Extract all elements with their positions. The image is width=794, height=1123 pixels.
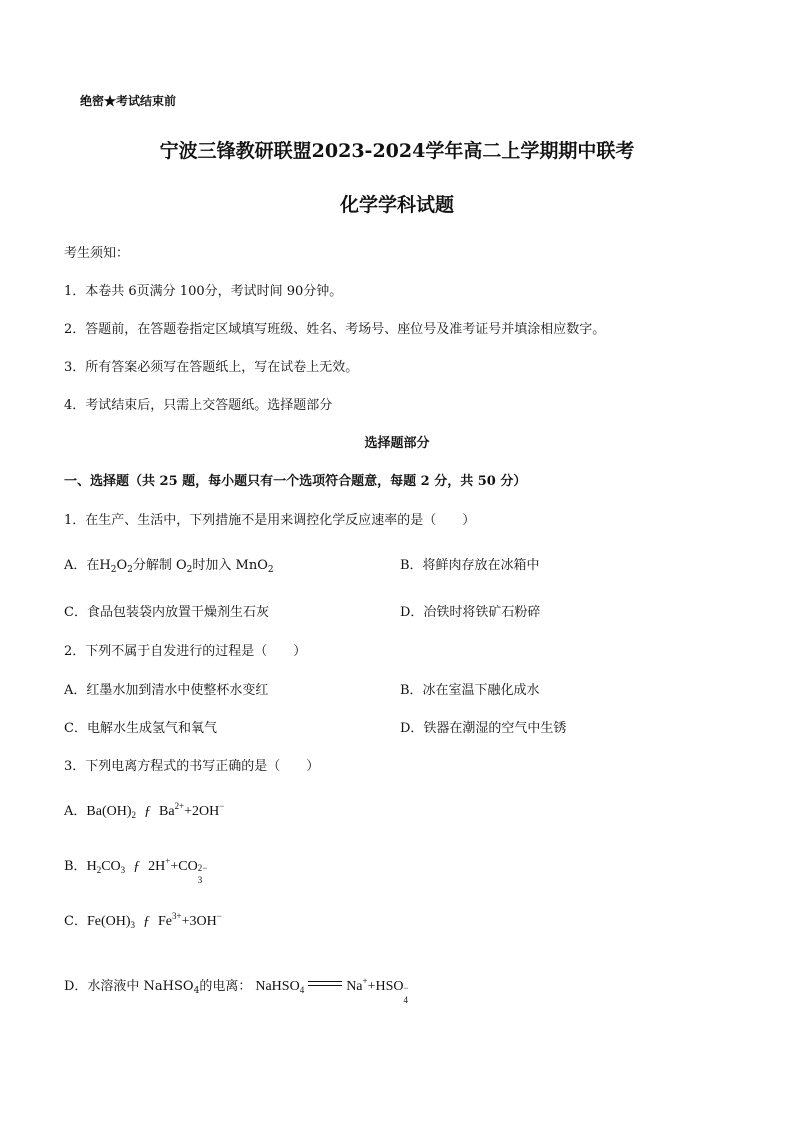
notice-item-4: 4．考试结束后，只需上交答题纸。选择题部分 bbox=[64, 398, 333, 413]
question-2-option-a: A．红墨水加到清水中使整杯水变红 bbox=[64, 683, 269, 698]
question-1-stem: 1．在生产、生活中，下列措施不是用来调控化学反应速率的是（ ） bbox=[64, 513, 476, 528]
question-3-option-c: C．$Fe(OH)_3$ ƒ $Fe^{3+}+3OH^-$ bbox=[64, 911, 222, 930]
notice-item-3: 3．所有答案必须写在答题纸上，写在试卷上无效。 bbox=[64, 360, 359, 375]
confidential-label: 绝密★考试结束前 bbox=[80, 94, 177, 108]
equals-arrow-icon bbox=[308, 981, 342, 986]
question-2-stem: 2．下列不属于自发进行的过程是（ ） bbox=[64, 644, 307, 659]
subject-title: 化学学科试题 bbox=[339, 194, 454, 216]
question-3-option-d: D．水溶液中 NaHSO$_4$的电离： NaHSO$_4$ Na++HSO − 4 bbox=[64, 976, 409, 1005]
question-2-option-b: B．冰在室温下融化成水 bbox=[400, 683, 540, 698]
reversible-arrow-icon: ƒ bbox=[144, 804, 151, 819]
question-3-option-a: A．$Ba(OH)_2$ ƒ $Ba^{2+}+2OH^-$ bbox=[64, 801, 225, 820]
question-1-option-a: A．在$H_2O_2$分解制 $O_2$时加入 MnO$_2$ bbox=[64, 558, 274, 575]
notice-heading: 考生须知： bbox=[64, 246, 130, 261]
exam-title: 宁波三锋教研联盟2023-2024学年高二上学期期中联考 bbox=[159, 140, 635, 162]
question-1-option-b: B．将鲜肉存放在冰箱中 bbox=[400, 558, 540, 573]
notice-item-2: 2．答题前，在答题卷指定区域填写班级、姓名、考场号、座位号及准考证号并填涂相应数字。 bbox=[64, 322, 606, 337]
notice-item-1: 1．本卷共 6页满分 100分，考试时间 90分钟。 bbox=[64, 284, 343, 299]
question-3-option-b: B．$H_2CO_3$ ƒ 2H++CO 2− 3 bbox=[64, 856, 208, 885]
question-3-stem: 3．下列电离方程式的书写正确的是（ ） bbox=[64, 759, 320, 774]
question-1-option-d: D．冶铁时将铁矿石粉碎 bbox=[400, 605, 541, 620]
reversible-arrow-icon: ƒ bbox=[133, 859, 141, 874]
question-1-option-c: C．食品包装袋内放置干燥剂生石灰 bbox=[64, 605, 269, 620]
question-2-option-c: C．电解水生成氢气和氧气 bbox=[64, 721, 217, 736]
part-heading: 一、选择题（共 25 题，每小题只有一个选项符合题意，每题 2 分，共 50 分） bbox=[64, 474, 527, 489]
reversible-arrow-icon: ƒ bbox=[143, 914, 150, 929]
question-2-option-d: D．铁器在潮湿的空气中生锈 bbox=[400, 721, 567, 736]
section-title: 选择题部分 bbox=[364, 436, 430, 451]
